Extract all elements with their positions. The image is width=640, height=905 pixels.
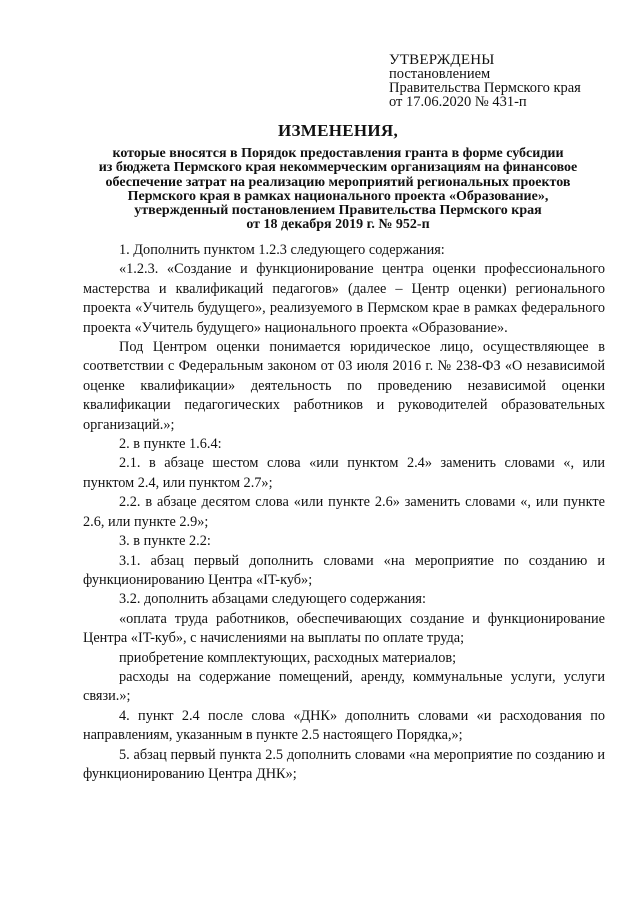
subheading-line: из бюджета Пермского края некоммерческим организациям на финансовое [98,160,578,176]
paragraph: 3.2. дополнить абзацами следующего содержания: [119,591,426,608]
paragraph: «оплата труда работников, обеспечивающих создание и функционирование Центра «IT-куб», с начислениями на выплаты по оплате труда; [83,610,605,647]
paragraph: приобретение комплектующих, расходных материалов; [119,649,457,666]
approval-line: от 17.06.2020 № 431-п [389,94,527,110]
subheading-line: которые вносятся в Порядок предоставления гранта в форме субсидии [112,146,564,161]
document-heading: ИЗМЕНЕНИЯ, [277,121,399,140]
document-body [83,241,605,784]
approval-title: УТВЕРЖДЕНЫ [389,52,495,68]
paragraph: 2.2. в абзаце десятом слова «или пункте 2.6» заменить словами «, или пункте 2.6, или пункте 2.9»; [83,494,605,530]
approval-line: постановлением [389,66,491,82]
paragraph: 1. Дополнить пунктом 1.2.3 следующего содержания: [119,242,445,258]
subheading-line: от 18 декабря 2019 г. № 952-п [246,217,430,233]
approval-line: Правительства Пермского края [389,80,581,96]
paragraph: 5. абзац первый пункта 2.5 дополнить словами «на мероприятие по созданию и функционированию Центра ДНК»; [83,746,605,782]
paragraph: расходы на содержание помещений, аренду, коммунальные услуги, услуги связи.»; [83,668,605,705]
paragraph: 3.1. абзац первый дополнить словами «на мероприятие по созданию и функционированию Центра «IT-куб»; [83,552,605,588]
paragraph: «1.2.3. «Создание и функционирование центра оценки профессионального мастерства и квалификаций педагогов» (далее – Центр оценки) регионального проекта «Учитель будущего», реализуемого в Пермском крае в рамках федерального проекта «Учитель будущего» национального проекта «Образование». [83,261,605,336]
subheading-line: утвержденный постановлением Правительства Пермского края [134,203,542,219]
subheading-line: Пермского края в рамках национального проекта «Образование», [127,188,549,204]
paragraph: 4. пункт 2.4 после слова «ДНК» дополнить словами «и расходования по направлениям, указанным в пункте 2.5 настоящего Порядка,»; [83,707,605,744]
document-subheading [60,147,616,233]
subheading-line: обеспечение затрат на реализацию мероприятий региональных проектов [105,174,571,190]
paragraph: 2.1. в абзаце шестом слова «или пунктом 2.4» заменить словами «, или пунктом 2.4, или пунктом 2.7»; [83,455,605,491]
approval-block [389,53,629,109]
paragraph: 2. в пункте 1.6.4: [119,436,222,453]
paragraph: Под Центром оценки понимается юридическое лицо, осуществляющее в соответствии с Федеральным законом от 03 июля 2016 г. № 238-ФЗ «О независимой оценке квалификации» деятельность по проведению независимой оценки квалификации педагогических работников и руководителей образовательных организаций.»; [83,339,605,433]
paragraph: 3. в пункте 2.2: [119,533,211,550]
